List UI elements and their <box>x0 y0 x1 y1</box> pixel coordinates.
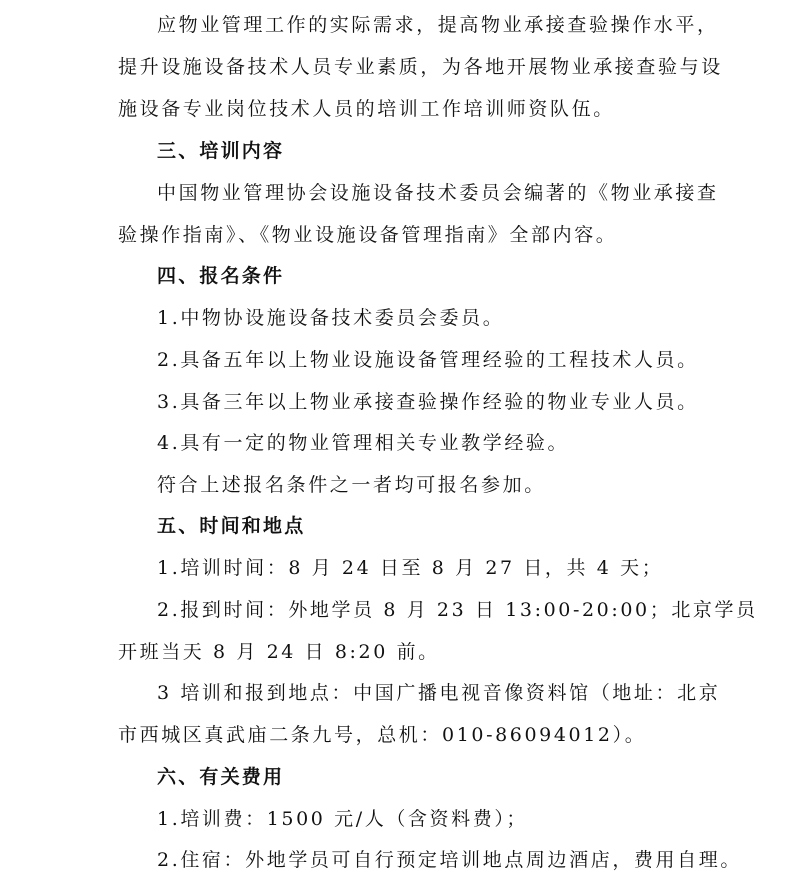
paragraph-line: 符合上述报名条件之一者均可报名参加。 <box>157 474 546 496</box>
paragraph-line: 提升设施设备技术人员专业素质，为各地开展物业承接查验与设 <box>118 56 723 78</box>
paragraph-line: 中国物业管理协会设施设备技术委员会编著的《物业承接查 <box>157 182 719 204</box>
section-heading-related-fees: 六、有关费用 <box>157 766 285 788</box>
list-item: 2.具备五年以上物业设施设备管理经验的工程技术人员。 <box>157 349 699 371</box>
section-heading-time-and-place: 五、时间和地点 <box>157 515 306 537</box>
list-item: 3.具备三年以上物业承接查验操作经验的物业专业人员。 <box>157 391 699 413</box>
list-item: 1.培训时间：8 月 24 日至 8 月 27 日，共 4 天； <box>157 557 664 579</box>
list-item: 4.具有一定的物业管理相关专业教学经验。 <box>157 432 570 454</box>
list-item: 2.报到时间：外地学员 8 月 23 日 13:00-20:00；北京学员 <box>157 599 758 621</box>
list-item: 3 培训和报到地点：中国广播电视音像资料馆（地址：北京 <box>157 682 721 704</box>
section-heading-training-content: 三、培训内容 <box>157 140 285 162</box>
list-item: 2.住宿：外地学员可自行预定培训地点周边酒店，费用自理。 <box>157 849 742 871</box>
paragraph-line: 开班当天 8 月 24 日 8:20 前。 <box>118 641 440 663</box>
section-heading-registration-conditions: 四、报名条件 <box>157 265 285 287</box>
list-item: 1.培训费：1500 元/人（含资料费）； <box>157 808 529 830</box>
paragraph-line: 市西城区真武庙二条九号，总机：010-86094012）。 <box>118 724 647 746</box>
paragraph-line: 应物业管理工作的实际需求，提高物业承接查验操作水平， <box>157 14 719 36</box>
paragraph-line: 验操作指南》、《物业设施设备管理指南》全部内容。 <box>118 224 618 246</box>
list-item: 1.中物协设施设备技术委员会委员。 <box>157 307 505 329</box>
paragraph-line: 施设备专业岗位技术人员的培训工作培训师资队伍。 <box>118 98 615 120</box>
